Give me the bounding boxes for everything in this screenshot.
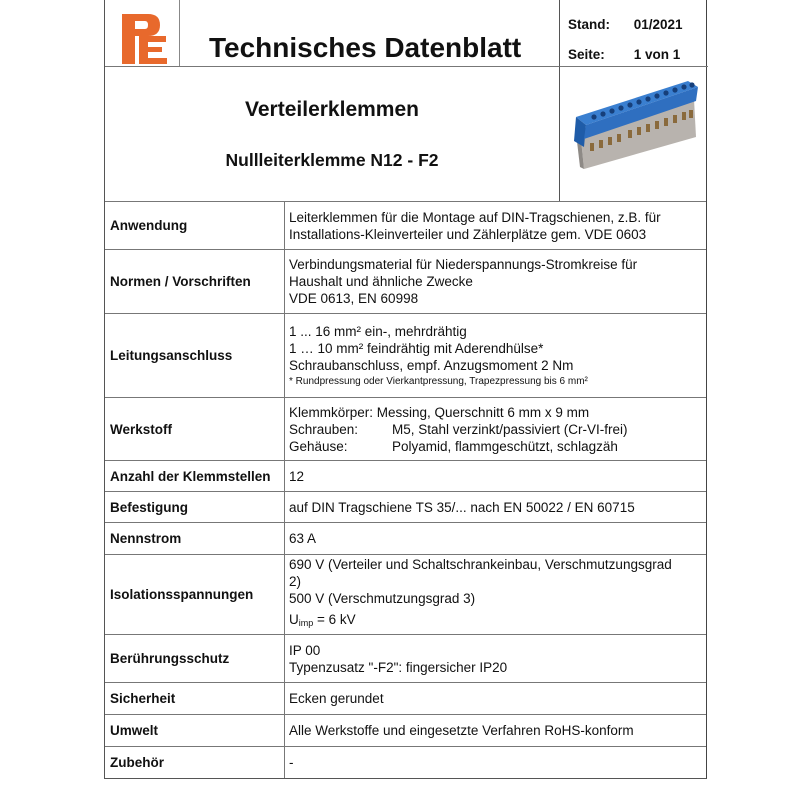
spec-label: Sicherheit (105, 683, 285, 714)
spec-value (285, 202, 706, 249)
spec-label: Anzahl der Klemmstellen (105, 461, 285, 491)
stand-label: Stand: (568, 17, 610, 32)
spec-label: Berührungsschutz (105, 635, 285, 682)
uimp-line (289, 611, 702, 630)
seite-label: Seite: (568, 47, 605, 62)
product-name: Nullleiterklemme N12 - F2 (225, 150, 439, 170)
spec-line: 12 (289, 468, 305, 484)
spec-value (285, 461, 706, 491)
spec-value (285, 715, 706, 746)
spec-value (285, 314, 706, 397)
stand-value: 01/2021 (633, 17, 683, 32)
spec-footnote: * Rundpressung oder Vierkantpressung, Trapezpressung bis 6 mm² (289, 375, 588, 387)
table-row (105, 202, 706, 250)
spec-line: 690 V (Verteiler und Schaltschrankeinbau, Verschmutzungsgrad (289, 557, 672, 572)
table-row (105, 492, 706, 523)
spec-line: auf DIN Tragschiene TS 35/... nach EN 50022 / EN 60715 (289, 499, 635, 515)
spec-line: IP 00 (289, 642, 321, 658)
spec-pair (289, 421, 702, 438)
table-row (105, 461, 706, 492)
document-title: Technisches Datenblatt (209, 32, 522, 63)
product-image (559, 66, 708, 202)
pair-key: Gehäuse: (289, 438, 348, 454)
spec-value (285, 555, 706, 634)
spec-table (105, 201, 706, 778)
spec-value (285, 523, 706, 554)
table-row (105, 250, 706, 314)
pair-value: M5, Stahl verzinkt/passiviert (Cr-VI-frei) (392, 421, 628, 437)
spec-label: Umwelt (105, 715, 285, 746)
datasheet (104, 0, 707, 779)
spec-line: Installations-Kleinverteiler und Zählerplätze gem. VDE 0603 (289, 226, 647, 242)
table-row (105, 715, 706, 747)
table-row (105, 747, 706, 778)
spec-label: Werkstoff (105, 398, 285, 460)
table-row (105, 683, 706, 715)
seite-row (568, 47, 680, 62)
spec-line: 1 ... 16 mm² ein-, mehrdrähtig (289, 323, 467, 339)
spec-line: 500 V (Verschmutzungsgrad 3) (289, 591, 476, 606)
spec-value (285, 398, 706, 460)
spec-line: Klemmkörper: Messing, Querschnitt 6 mm x 9 mm (289, 404, 590, 420)
product-category: Verteilerklemmen (245, 98, 419, 121)
spec-pair (289, 438, 702, 455)
table-row (105, 314, 706, 398)
spec-label: Zubehör (105, 747, 285, 778)
spec-label: Isolationsspannungen (105, 555, 285, 634)
spec-line: Typenzusatz "-F2": fingersicher IP20 (289, 659, 508, 675)
spec-label: Normen / Vorschriften (105, 250, 285, 313)
spec-value (285, 683, 706, 714)
table-row (105, 635, 706, 683)
seite-value: 1 von 1 (633, 47, 681, 62)
table-row (105, 555, 706, 635)
uimp-subscript: imp (298, 618, 314, 628)
spec-value (285, 747, 706, 778)
company-logo-icon (122, 14, 168, 64)
spec-value (285, 635, 706, 682)
spec-line: Schraubanschluss, empf. Anzugsmoment 2 Nm (289, 357, 574, 373)
spec-label: Nennstrom (105, 523, 285, 554)
title-cell (179, 0, 559, 66)
spec-line: Verbindungsmaterial für Niederspannungs-Stromkreise für (289, 257, 638, 272)
logo-cell (105, 0, 180, 66)
pair-value: Polyamid, flammgeschützt, schlagzäh (392, 438, 618, 454)
spec-line: - (289, 755, 294, 770)
pair-key: Schrauben: (289, 421, 359, 437)
spec-line: 2) (289, 574, 302, 589)
uimp-symbol: U (289, 612, 299, 627)
spec-line: Alle Werkstoffe und eingesetzte Verfahren RoHS-konform (289, 723, 634, 738)
spec-line: Haushalt und ähnliche Zwecke (289, 274, 473, 289)
spec-line: 63 A (289, 531, 317, 546)
table-row (105, 523, 706, 555)
spec-value (285, 492, 706, 522)
terminal-block-image-icon (560, 67, 709, 201)
spec-line: Leiterklemmen für die Montage auf DIN-Tragschienen, z.B. für (289, 209, 661, 225)
spec-line: VDE 0613, EN 60998 (289, 291, 419, 306)
spec-label: Anwendung (105, 202, 285, 249)
spec-line: Ecken gerundet (289, 691, 384, 706)
product-heading (105, 66, 559, 202)
spec-value (285, 250, 706, 313)
spec-label: Befestigung (105, 492, 285, 522)
stand-row (568, 17, 683, 32)
spec-label: Leitungsanschluss (105, 314, 285, 397)
uimp-value: = 6 kV (313, 612, 356, 627)
spec-line: 1 … 10 mm² feindrähtig mit Aderendhülse* (289, 340, 544, 356)
table-row (105, 398, 706, 461)
